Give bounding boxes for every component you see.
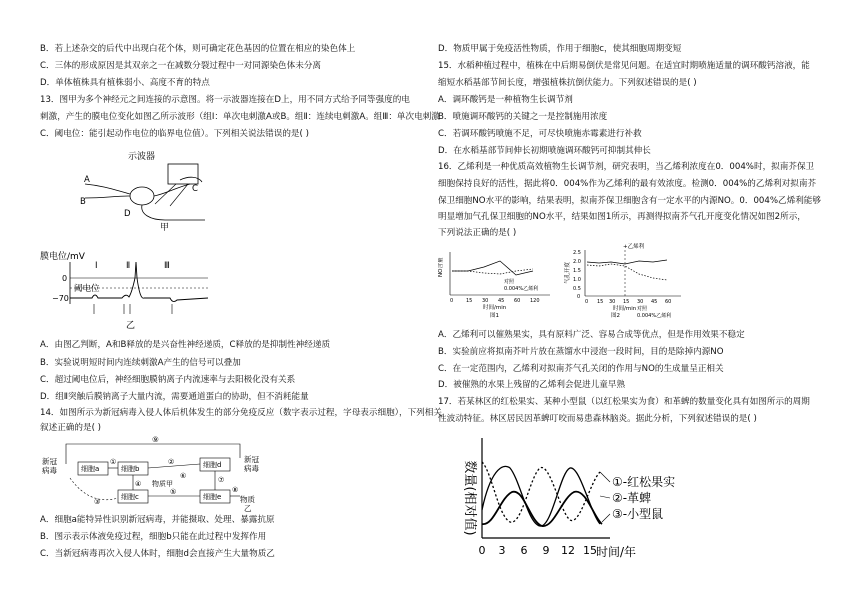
q13-option-c: C．超过阈电位后，神经细胞膜钠离子内流速率与去阳极化没有关系 — [40, 375, 296, 385]
fig1-xtick: 30 — [482, 298, 489, 304]
q13-option-b: B．实验说明短时间内连续刺激A产生的信号可以叠加 — [40, 358, 241, 368]
fig2-ytick: 2.0 — [573, 259, 581, 265]
fig2-xtick: 15 — [597, 299, 604, 305]
q17-stem-2: 性波动特征。林区居民因革蜱叮咬而易患森林脑炎。据此分析，下列叙述错误的是( ) — [438, 414, 757, 424]
label-c: C — [192, 184, 198, 194]
q13-option-a: A．由图乙判断，A和B释放的是兴奋性神经递质，C释放的是抑制性神经递质 — [40, 340, 331, 350]
fig1-ylabel: NO含量 — [438, 257, 444, 277]
figure-yi-caption: 乙 — [126, 321, 136, 331]
step-1-label: ① — [110, 458, 117, 466]
q16-stem-3: 保卫细胞NO水平的影响，结果表明，拟南芥保卫细胞含有一定水平的内源NO。0．004%乙烯利能够 — [438, 196, 821, 206]
zero-tick: 0 — [62, 274, 68, 283]
fig2-xtick: 45 — [651, 299, 658, 305]
oscilloscope-box — [168, 164, 198, 184]
fig2-xlabel: 时间/min — [613, 306, 637, 312]
axon-d — [142, 205, 205, 220]
q15-stem-2: 缩短水稻基部节间长度，增强植株抗倒伏能力。下列叙述错误的是( ) — [438, 78, 697, 88]
axon-c — [180, 177, 202, 182]
cell-d-label: 细胞d — [203, 461, 222, 469]
potential-trace — [70, 262, 208, 302]
cell-c-label: 细胞c — [121, 493, 139, 501]
label-a: A — [84, 175, 90, 185]
figure-17-population — [450, 432, 750, 568]
fig17-xtick-3: 3 — [498, 544, 506, 557]
fig1-xtick: 0 — [450, 298, 454, 304]
figure-2-stomata — [563, 240, 693, 320]
cell-e-label: 细胞e — [203, 493, 222, 501]
fig17-ylabel: 数量(相对值) — [462, 460, 477, 536]
fig2-xtick: 30 — [637, 299, 644, 305]
substance-yi-1: 物质 — [240, 495, 255, 504]
fig2-ytick: 0.5 — [573, 286, 581, 292]
q14-option-c: C．当新冠病毒再次入侵人体时，细胞d会直接产生大量物质乙 — [40, 549, 275, 559]
step-3-label: ③ — [94, 498, 101, 506]
step-9-label: ⑨ — [152, 435, 159, 444]
fig2-series-control — [587, 260, 667, 264]
fig17-xtick-15: 15 — [583, 544, 597, 557]
substance-yi-2: 乙 — [244, 504, 252, 512]
fig2-ytick: 2.5 — [573, 250, 581, 256]
resting-tick: −70 — [52, 294, 69, 303]
step-2-label: ② — [168, 458, 175, 466]
fig1-xtick: 60 — [514, 298, 521, 304]
q12-option-b: B．若上述杂交的后代中出现白花个体，则可确定花色基因的位置在相应的染色体上 — [40, 44, 356, 54]
fig1-xtick: 15 — [466, 298, 473, 304]
figure-jia-neurons — [80, 148, 210, 232]
fig1-series-treated — [452, 261, 533, 275]
fig2-ylabel: 气孔开度 — [565, 261, 571, 284]
virus-label-2: 病毒 — [42, 466, 57, 475]
step-4-label: ④ — [135, 480, 142, 488]
fig1-legend-control: 对照 — [504, 279, 515, 285]
series-pine-cones — [482, 466, 600, 526]
out-virus-1: 新冠 — [244, 455, 259, 464]
q15-stem-1: 15．水稻种植过程中，植株在中后期易倒伏是常见问题。在适宜时期喷施适量的调环酸钙溶液，能 — [438, 61, 810, 71]
step-8-label: ⑧ — [232, 486, 239, 494]
figure-yi-potential — [40, 248, 215, 334]
q13-stem-2: 刺激，产生的膜电位变化如图乙所示波形（组Ⅰ：单次电刺激A或B。组Ⅱ：连续电刺激A。组Ⅲ：单次电刺激 — [40, 112, 440, 122]
fig2-xtick: 15 — [623, 299, 630, 305]
cell-b-label: 细胞b — [121, 465, 140, 473]
group-3-label: Ⅲ — [164, 261, 170, 271]
q12-option-d: D．单体植株具有植株弱小、高度不育的特点 — [40, 78, 210, 88]
fig2-legend-control: 对照 — [637, 306, 648, 312]
fig1-caption: 图1 — [490, 313, 499, 319]
cell-a-label: 细胞a — [81, 465, 100, 473]
q15-option-b: B．喷施调环酸钙的关键之一是控制施用浓度 — [438, 112, 608, 122]
fig1-legend-treated: 0.004%乙烯利 — [504, 286, 539, 292]
fig1-series-control — [452, 269, 533, 274]
fig17-xlabel: 时间/年 — [596, 545, 637, 559]
series-ticks — [482, 462, 600, 522]
fig2-ethephon-label: +乙烯利 — [623, 244, 645, 250]
q16-option-a: A．乙烯利可以催熟果实，具有原料广泛、容易合成等优点，但是作用效果不稳定 — [438, 330, 745, 340]
label-b: B — [80, 197, 86, 207]
figure-1-no-level — [438, 247, 563, 319]
threshold-label: 阈电位 — [74, 284, 100, 294]
substance-jia-label: 物质甲 — [152, 480, 173, 488]
q13-stem-3: C．阈电位：能引起动作电位的临界电位值）。下列相关说法错误的是( ) — [40, 129, 309, 139]
fig2-series-treated — [587, 264, 667, 280]
fig17-xtick-6: 6 — [520, 544, 528, 557]
fig2-ytick: 0 — [577, 294, 581, 300]
q15-option-d: D．在水稻基部节间伸长初期喷施调环酸钙可抑制其伸长 — [438, 146, 651, 156]
neuron-body — [130, 187, 154, 205]
q16-option-d: D．被催熟的水果上残留的乙烯利会促进儿童早熟 — [438, 380, 626, 390]
q16-option-c: C．在一定范围内，乙烯利对拟南芥气孔关闭的作用与NO的生成量呈正相关 — [438, 364, 724, 374]
axon-a — [85, 184, 130, 194]
yi-ylabel: 膜电位/mV — [40, 252, 85, 262]
fig17-xtick-9: 9 — [542, 544, 550, 557]
fig2-ytick: 1.5 — [573, 268, 581, 274]
step-5-label: ⑤ — [170, 488, 177, 496]
fig17-legend-mice: ③-小型鼠 — [612, 507, 664, 521]
virus-label-1: 新冠 — [42, 457, 57, 466]
figure-jia-caption: 甲 — [160, 223, 170, 232]
fig1-xtick: 120 — [530, 298, 540, 304]
fig17-legend-pine: ①-红松果实 — [612, 475, 676, 489]
label-d: D — [124, 209, 131, 219]
figure-14-immune — [40, 434, 270, 512]
oscilloscope-label: 示波器 — [128, 152, 156, 162]
q16-stem-4: 明显增加气孔保卫细胞的NO水平，结果如图1所示，再测得拟南芥气孔开度变化情况如图2所示， — [438, 212, 806, 222]
step-7-label: ⑦ — [218, 476, 225, 484]
fig2-xtick: 60 — [665, 299, 672, 305]
q14-option-b: B．图示表示体液免疫过程，细胞b只能在此过程中发挥作用 — [40, 532, 267, 542]
group-1-label: Ⅰ — [95, 261, 98, 271]
q14-stem-1: 14．如图所示为新冠病毒入侵人体后机体发生的部分免疫反应（数字表示过程，字母表示细胞），下列相关 — [40, 408, 442, 418]
q16-stem-5: 下列说法正确的是( ) — [438, 228, 517, 238]
fig2-legend-treated: 0.004%乙烯利 — [637, 313, 672, 319]
q14-option-d: D．物质甲属于免疫活性物质，作用于细胞c，使其细胞周期变短 — [438, 44, 682, 54]
q15-option-a: A．调环酸钙是一种植物生长调节剂 — [438, 95, 573, 105]
q13-stem-1: 13．图甲为多个神经元之间连接的示意图。将一示波器连接在D上，用不同方式给予同等强度的电 — [40, 95, 410, 105]
fig2-caption: 图2 — [611, 313, 620, 319]
fig17-xtick-12: 12 — [561, 544, 575, 557]
q13-option-d: D．组Ⅱ突触后膜钠离子大量内流，需要通道蛋白的协助，但不消耗能量 — [40, 392, 309, 402]
group-2-label: Ⅱ — [126, 261, 131, 271]
axon-b — [85, 196, 130, 198]
q12-option-c: C．三体的形成原因是其双亲之一在减数分裂过程中一对同源染色体未分离 — [40, 61, 322, 71]
step-6-label: ⑥ — [180, 472, 187, 480]
fig17-legend-ticks: ②-革蜱 — [612, 491, 652, 505]
q16-stem-2: 细胞保持良好的活性，据此将0．004%作为乙烯利的最有效浓度。检测0．004%的乙烯利对拟南芥 — [438, 179, 817, 189]
fig2-xtick: 0 — [585, 299, 589, 305]
q15-option-c: C．若调环酸钙喷施不足，可尽快喷施赤霉素进行补救 — [438, 129, 642, 139]
q16-stem-1: 16．乙烯利是一种优质高效植物生长调节剂，研究表明，当乙烯利浓度在0．004%时，拟南芥保卫 — [438, 162, 815, 172]
fig1-xlabel: 时间/min — [483, 305, 507, 311]
q14-option-a: A．细胞a能特异性识别新冠病毒，并能摄取、处理、暴露抗原 — [40, 515, 275, 525]
q16-option-b: B．实验前应将拟南芥叶片放在蒸馏水中浸泡一段时间，目的是除掉内源NO — [438, 347, 724, 357]
out-virus-2: 病毒 — [244, 464, 259, 473]
fig17-xtick-0: 0 — [478, 544, 486, 557]
fig2-ytick: 1.0 — [573, 277, 581, 283]
q14-stem-2: 叙述正确的是( ) — [40, 423, 101, 433]
series-mice — [482, 492, 602, 526]
q17-stem-1: 17．若某林区的红松果实、某种小型鼠（以红松果实为食）和革蜱的数量变化具有如图所示的周期 — [438, 397, 810, 407]
fig2-xtick: 30 — [609, 299, 616, 305]
fig1-xtick: 45 — [498, 298, 505, 304]
